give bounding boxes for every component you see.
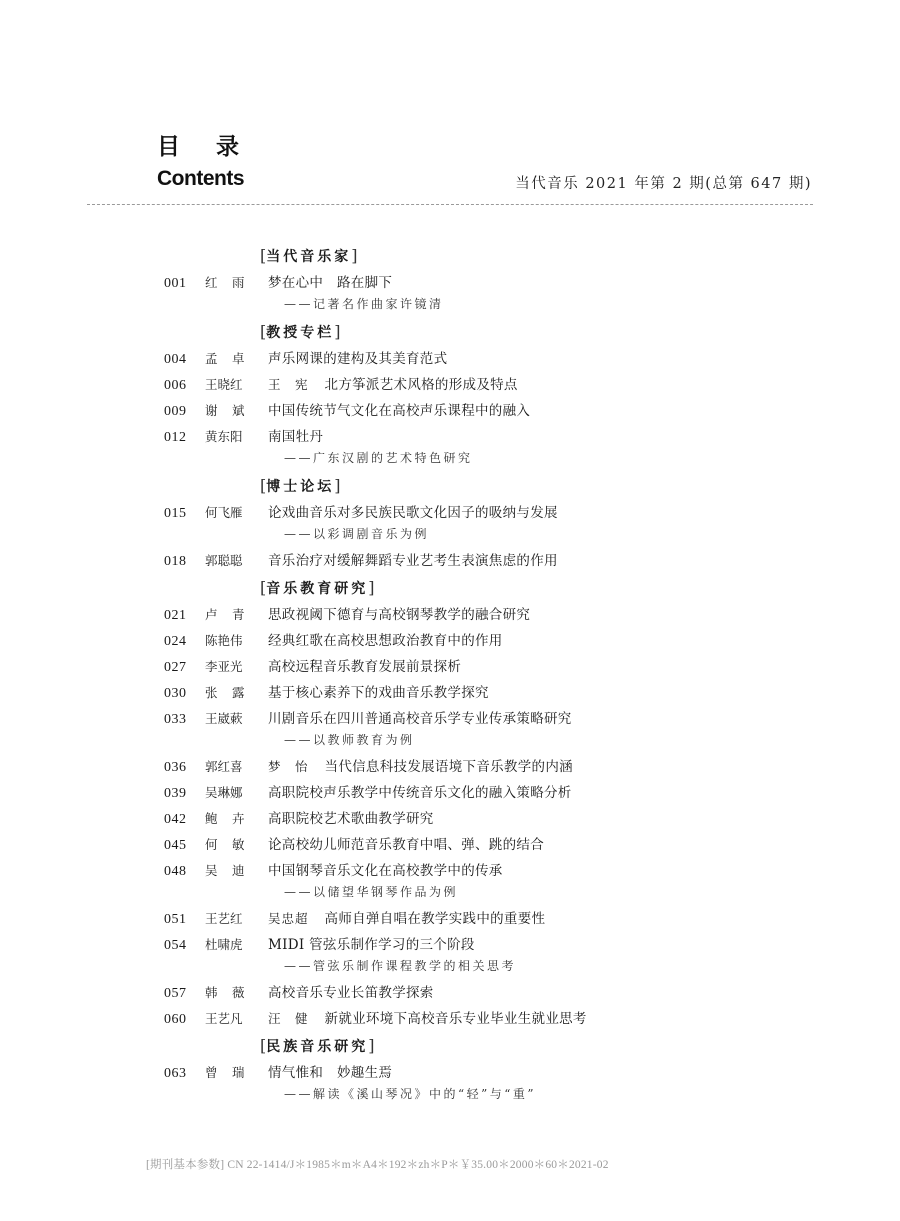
author: 韩 薇 — [205, 985, 246, 1000]
section-heading — [260, 576, 900, 600]
page-number: 054 — [164, 938, 187, 953]
section-heading — [260, 320, 900, 344]
author: 陈艳伟 — [205, 633, 243, 648]
table-of-contents — [164, 240, 840, 1110]
toc-entry[interactable] — [164, 908, 840, 930]
co-author: 王 宪 — [268, 377, 309, 392]
article-title[interactable]: 南国牡丹 — [268, 429, 324, 445]
article-title[interactable]: 高职院校声乐教学中传统音乐文化的融入策略分析 — [268, 785, 572, 801]
bracket-left: [ — [260, 322, 267, 341]
page-number: 063 — [164, 1066, 187, 1081]
toc-entry[interactable] — [164, 782, 840, 804]
author: 曾 瑞 — [205, 1065, 246, 1080]
co-author: 梦 怡 — [268, 759, 309, 774]
section-label: 博士论坛 — [266, 479, 335, 495]
author: 吴琳娜 — [205, 785, 243, 800]
toc-entry[interactable] — [164, 860, 840, 882]
page-number: 001 — [164, 276, 187, 291]
article-title[interactable]: 川剧音乐在四川普通高校音乐学专业传承策略研究 — [268, 711, 572, 727]
article-title[interactable]: 思政视阈下德育与高校钢琴教学的融合研究 — [268, 607, 531, 623]
toc-entry[interactable] — [164, 934, 840, 956]
footer-parameters: [期刊基本参数] CN 22-1414/J＊1985＊m＊A4＊192＊zh＊P＊￥35.00＊2000＊60＊2021-02 — [146, 1159, 609, 1171]
article-title[interactable]: 梦在心中 路在脚下 — [268, 275, 393, 291]
author: 黄东阳 — [205, 429, 243, 444]
article-subtitle: ——以教师教育为例 — [284, 733, 415, 747]
toc-entry[interactable] — [164, 374, 840, 396]
issue-info: 当代音乐 2021 年第 2 期(总第 647 期) — [515, 176, 812, 192]
toc-entry[interactable] — [164, 834, 840, 856]
article-title[interactable]: 高校音乐专业长笛教学探索 — [268, 985, 434, 1001]
article-title[interactable]: 高师自弹自唱在教学实践中的重要性 — [324, 911, 546, 927]
article-title[interactable]: 经典红歌在高校思想政治教育中的作用 — [268, 633, 503, 649]
bracket-right: ] — [334, 322, 341, 341]
page-number: 057 — [164, 986, 187, 1001]
article-title[interactable]: MIDI 管弦乐制作学习的三个阶段 — [268, 937, 475, 953]
header-divider — [87, 204, 813, 205]
author: 杜啸虎 — [205, 937, 243, 952]
article-subtitle: ——管弦乐制作课程教学的相关思考 — [284, 959, 517, 973]
page-number: 048 — [164, 864, 187, 879]
page-number: 027 — [164, 660, 187, 675]
article-title[interactable]: 中国钢琴音乐文化在高校教学中的传承 — [268, 863, 503, 879]
page-number: 004 — [164, 352, 187, 367]
bracket-right: ] — [351, 246, 358, 265]
toc-entry[interactable] — [164, 808, 840, 830]
article-subtitle: ——以彩调剧音乐为例 — [284, 527, 430, 541]
article-title[interactable]: 情气惟和 妙趣生焉 — [268, 1065, 393, 1081]
page-number: 033 — [164, 712, 187, 727]
author: 吴 迪 — [205, 863, 246, 878]
article-title[interactable]: 新就业环境下高校音乐专业毕业生就业思考 — [324, 1011, 587, 1027]
page-number: 024 — [164, 634, 187, 649]
article-title[interactable]: 北方筝派艺术风格的形成及特点 — [324, 377, 518, 393]
toc-entry[interactable] — [164, 756, 840, 778]
page-number: 015 — [164, 506, 187, 521]
author: 王崴蔌 — [205, 711, 243, 726]
page-number: 018 — [164, 554, 187, 569]
co-author: 吴忠超 — [268, 911, 309, 926]
author: 卢 青 — [205, 607, 246, 622]
toc-entry[interactable] — [164, 400, 840, 422]
toc-entry[interactable] — [164, 656, 840, 678]
article-subtitle: ——以储望华钢琴作品为例 — [284, 885, 459, 899]
article-title[interactable]: 论高校幼儿师范音乐教育中唱、弹、跳的结合 — [268, 837, 544, 853]
page-number: 060 — [164, 1012, 187, 1027]
section-heading — [260, 1034, 900, 1058]
author: 郭红喜 — [205, 759, 243, 774]
toc-entry[interactable] — [164, 348, 840, 370]
page-number: 036 — [164, 760, 187, 775]
author: 红 雨 — [205, 275, 246, 290]
article-title[interactable]: 高职院校艺术歌曲教学研究 — [268, 811, 434, 827]
toc-entry[interactable] — [164, 630, 840, 652]
bracket-right: ] — [334, 476, 341, 495]
page-number: 042 — [164, 812, 187, 827]
author: 李亚光 — [205, 659, 243, 674]
author: 孟 卓 — [205, 351, 246, 366]
co-author: 汪 健 — [268, 1011, 309, 1026]
section-heading — [260, 244, 900, 268]
page-number: 012 — [164, 430, 187, 445]
toc-entry[interactable] — [164, 708, 840, 730]
toc-entry[interactable] — [164, 502, 840, 524]
toc-entry[interactable] — [164, 426, 840, 448]
article-title[interactable]: 声乐网课的建构及其美育范式 — [268, 351, 448, 367]
article-title[interactable]: 音乐治疗对缓解舞蹈专业艺考生表演焦虑的作用 — [268, 553, 558, 569]
page-number: 045 — [164, 838, 187, 853]
author: 谢 斌 — [205, 403, 246, 418]
bracket-right: ] — [368, 578, 375, 597]
heading-cn: 目 录 — [157, 134, 254, 160]
section-heading — [260, 474, 900, 498]
article-title[interactable]: 基于核心素养下的戏曲音乐教学探究 — [268, 685, 489, 701]
author: 王艺凡 — [205, 1011, 243, 1026]
author: 王艺红 — [205, 911, 243, 926]
toc-entry[interactable] — [164, 604, 840, 626]
article-subtitle: ——解读《溪山琴况》中的“轻”与“重” — [284, 1087, 537, 1101]
author: 王晓红 — [205, 377, 243, 392]
heading-en: Contents — [157, 167, 244, 190]
toc-entry[interactable] — [164, 682, 840, 704]
toc-entry[interactable] — [164, 550, 840, 572]
article-title[interactable]: 高校远程音乐教育发展前景探析 — [268, 659, 462, 675]
toc-entry[interactable] — [164, 1008, 840, 1030]
author: 何 敏 — [205, 837, 246, 852]
bracket-right: ] — [368, 1036, 375, 1055]
toc-entry[interactable] — [164, 1062, 840, 1084]
page-number: 051 — [164, 912, 187, 927]
author: 郭聪聪 — [205, 553, 243, 568]
bracket-left: [ — [260, 476, 267, 495]
article-subtitle: ——记著名作曲家许镜清 — [284, 297, 444, 311]
toc-entry[interactable] — [164, 982, 840, 1004]
page-number: 006 — [164, 378, 187, 393]
section-label: 音乐教育研究 — [266, 581, 369, 597]
toc-entry[interactable] — [164, 272, 840, 294]
article-title[interactable]: 当代信息科技发展语境下音乐教学的内涵 — [324, 759, 573, 775]
article-subtitle: ——广东汉剧的艺术特色研究 — [284, 451, 473, 465]
section-label: 教授专栏 — [266, 325, 335, 341]
author: 何飞雁 — [205, 505, 243, 520]
article-title[interactable]: 论戏曲音乐对多民族民歌文化因子的吸纳与发展 — [268, 505, 558, 521]
bracket-left: [ — [260, 246, 267, 265]
bracket-left: [ — [260, 578, 267, 597]
page-number: 009 — [164, 404, 187, 419]
section-label: 当代音乐家 — [266, 249, 352, 265]
page-number: 039 — [164, 786, 187, 801]
section-label: 民族音乐研究 — [266, 1039, 369, 1055]
bracket-left: [ — [260, 1036, 267, 1055]
article-title[interactable]: 中国传统节气文化在高校声乐课程中的融入 — [268, 403, 531, 419]
page-number: 021 — [164, 608, 187, 623]
author: 张 露 — [205, 685, 246, 700]
page-number: 030 — [164, 686, 187, 701]
author: 鲍 卉 — [205, 811, 246, 826]
